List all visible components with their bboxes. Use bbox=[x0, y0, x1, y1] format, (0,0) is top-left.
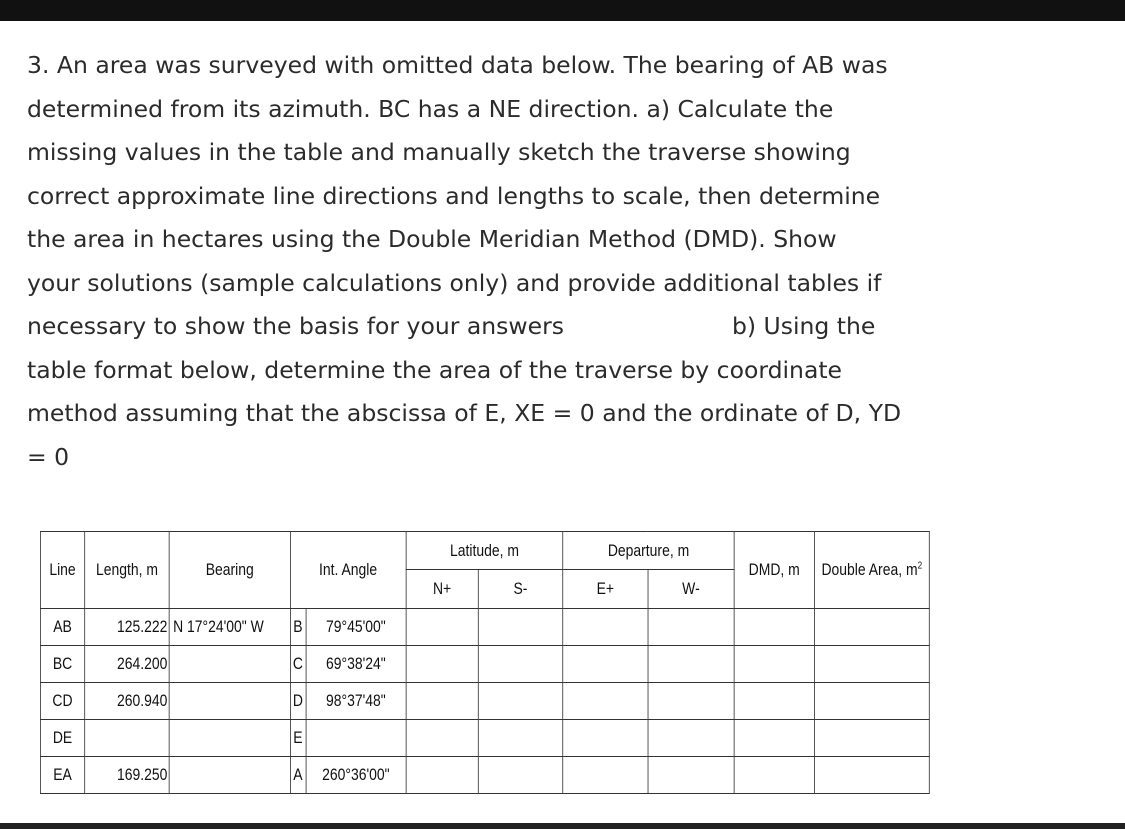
cell-dmd bbox=[734, 609, 814, 646]
header-n-plus: N+ bbox=[406, 570, 478, 609]
cell-s-minus bbox=[478, 757, 563, 794]
header-e-plus: E+ bbox=[563, 570, 648, 609]
header-int-angle: Int. Angle bbox=[290, 532, 406, 609]
cell-double-area bbox=[814, 720, 929, 757]
traverse-table bbox=[40, 531, 930, 794]
header-s-minus: S- bbox=[478, 570, 563, 609]
header-line: Line bbox=[40, 532, 84, 609]
cell-double-area bbox=[814, 609, 929, 646]
cell-bearing bbox=[169, 720, 290, 757]
header-length: Length, m bbox=[85, 532, 170, 609]
question-line-part-a: necessary to show the basis for your answers bbox=[27, 312, 564, 340]
cell-angle bbox=[306, 720, 406, 756]
cell-line: DE bbox=[40, 720, 84, 757]
header-dmd: DMD, m bbox=[734, 532, 814, 609]
cell-n-plus bbox=[406, 683, 478, 720]
cell-e-plus bbox=[563, 609, 648, 646]
header-double-area-sup: 2 bbox=[917, 560, 923, 572]
cell-line: EA bbox=[40, 757, 84, 794]
cell-angle: 69°38'24" bbox=[326, 654, 386, 673]
header-bearing: Bearing bbox=[169, 532, 290, 609]
header-w-minus: W- bbox=[648, 570, 734, 609]
cell-w-minus bbox=[648, 609, 734, 646]
question-line: missing values in the table and manually sketch the traverse showing bbox=[27, 138, 851, 166]
cell-length bbox=[85, 720, 170, 757]
table-row bbox=[40, 757, 929, 794]
cell-e-plus bbox=[563, 720, 648, 757]
cell-length: 169.250 bbox=[85, 757, 170, 794]
cell-dmd bbox=[734, 683, 814, 720]
cell-length: 264.200 bbox=[85, 646, 170, 683]
cell-int-angle bbox=[290, 609, 406, 646]
header-double-area-label: Double Area, m bbox=[821, 560, 918, 579]
table-row bbox=[40, 683, 929, 720]
header-double-area bbox=[814, 532, 929, 609]
cell-int-angle bbox=[290, 757, 406, 794]
cell-bearing: N 17°24'00" W bbox=[169, 609, 290, 646]
question-line-part-b: b) Using the bbox=[731, 312, 876, 340]
cell-angle: 79°45'00" bbox=[326, 617, 386, 636]
cell-e-plus bbox=[563, 646, 648, 683]
cell-station: B bbox=[291, 609, 307, 645]
question-line: correct approximate line directions and lengths to scale, then determine bbox=[27, 181, 881, 210]
cell-double-area bbox=[814, 757, 929, 794]
cell-station: A bbox=[291, 757, 307, 793]
question-text bbox=[27, 44, 1027, 479]
header-departure: Departure, m bbox=[563, 532, 734, 570]
cell-w-minus bbox=[648, 683, 734, 720]
cell-n-plus bbox=[406, 646, 478, 683]
question-line: table format below, determine the area of the traverse by coordinate bbox=[27, 355, 843, 384]
cell-bearing bbox=[169, 757, 290, 794]
question-line bbox=[27, 305, 1027, 349]
question-line: method assuming that the abscissa of E, XE = 0 and the ordinate of D, YD bbox=[27, 399, 902, 427]
cell-s-minus bbox=[478, 646, 563, 683]
cell-int-angle bbox=[290, 646, 406, 683]
cell-e-plus bbox=[563, 683, 648, 720]
cell-angle: 98°37'48" bbox=[326, 691, 386, 710]
cell-s-minus bbox=[478, 683, 563, 720]
cell-e-plus bbox=[563, 757, 648, 794]
question-line: = 0 bbox=[27, 442, 70, 471]
cell-station: C bbox=[291, 646, 307, 682]
cell-n-plus bbox=[406, 609, 478, 646]
cell-dmd bbox=[734, 757, 814, 794]
cell-int-angle bbox=[290, 720, 406, 757]
cell-w-minus bbox=[648, 646, 734, 683]
cell-line: BC bbox=[40, 646, 84, 683]
cell-dmd bbox=[734, 646, 814, 683]
cell-bearing bbox=[169, 646, 290, 683]
question-line: 3. An area was surveyed with omitted data below. The bearing of AB was bbox=[27, 51, 888, 79]
cell-n-plus bbox=[406, 720, 478, 757]
cell-s-minus bbox=[478, 720, 563, 757]
cell-n-plus bbox=[406, 757, 478, 794]
cell-line: AB bbox=[40, 609, 84, 646]
cell-double-area bbox=[814, 683, 929, 720]
bottom-bar bbox=[0, 823, 1125, 829]
cell-s-minus bbox=[478, 609, 563, 646]
cell-line: CD bbox=[40, 683, 84, 720]
top-bar bbox=[0, 0, 1125, 21]
cell-dmd bbox=[734, 720, 814, 757]
table-row bbox=[40, 720, 929, 757]
cell-w-minus bbox=[648, 757, 734, 794]
cell-station: D bbox=[291, 683, 307, 719]
table-row bbox=[40, 609, 929, 646]
question-line: determined from its azimuth. BC has a NE direction. a) Calculate the bbox=[27, 94, 834, 123]
cell-double-area bbox=[814, 646, 929, 683]
cell-length: 125.222 bbox=[85, 609, 170, 646]
table-row bbox=[40, 646, 929, 683]
cell-station: E bbox=[291, 720, 307, 756]
cell-bearing bbox=[169, 683, 290, 720]
question-line: the area in hectares using the Double Meridian Method (DMD). Show bbox=[27, 225, 837, 253]
cell-w-minus bbox=[648, 720, 734, 757]
cell-int-angle bbox=[290, 683, 406, 720]
header-latitude: Latitude, m bbox=[406, 532, 563, 570]
question-line: your solutions (sample calculations only) and provide additional tables if bbox=[27, 268, 882, 297]
cell-length: 260.940 bbox=[85, 683, 170, 720]
cell-angle: 260°36'00" bbox=[322, 765, 390, 784]
